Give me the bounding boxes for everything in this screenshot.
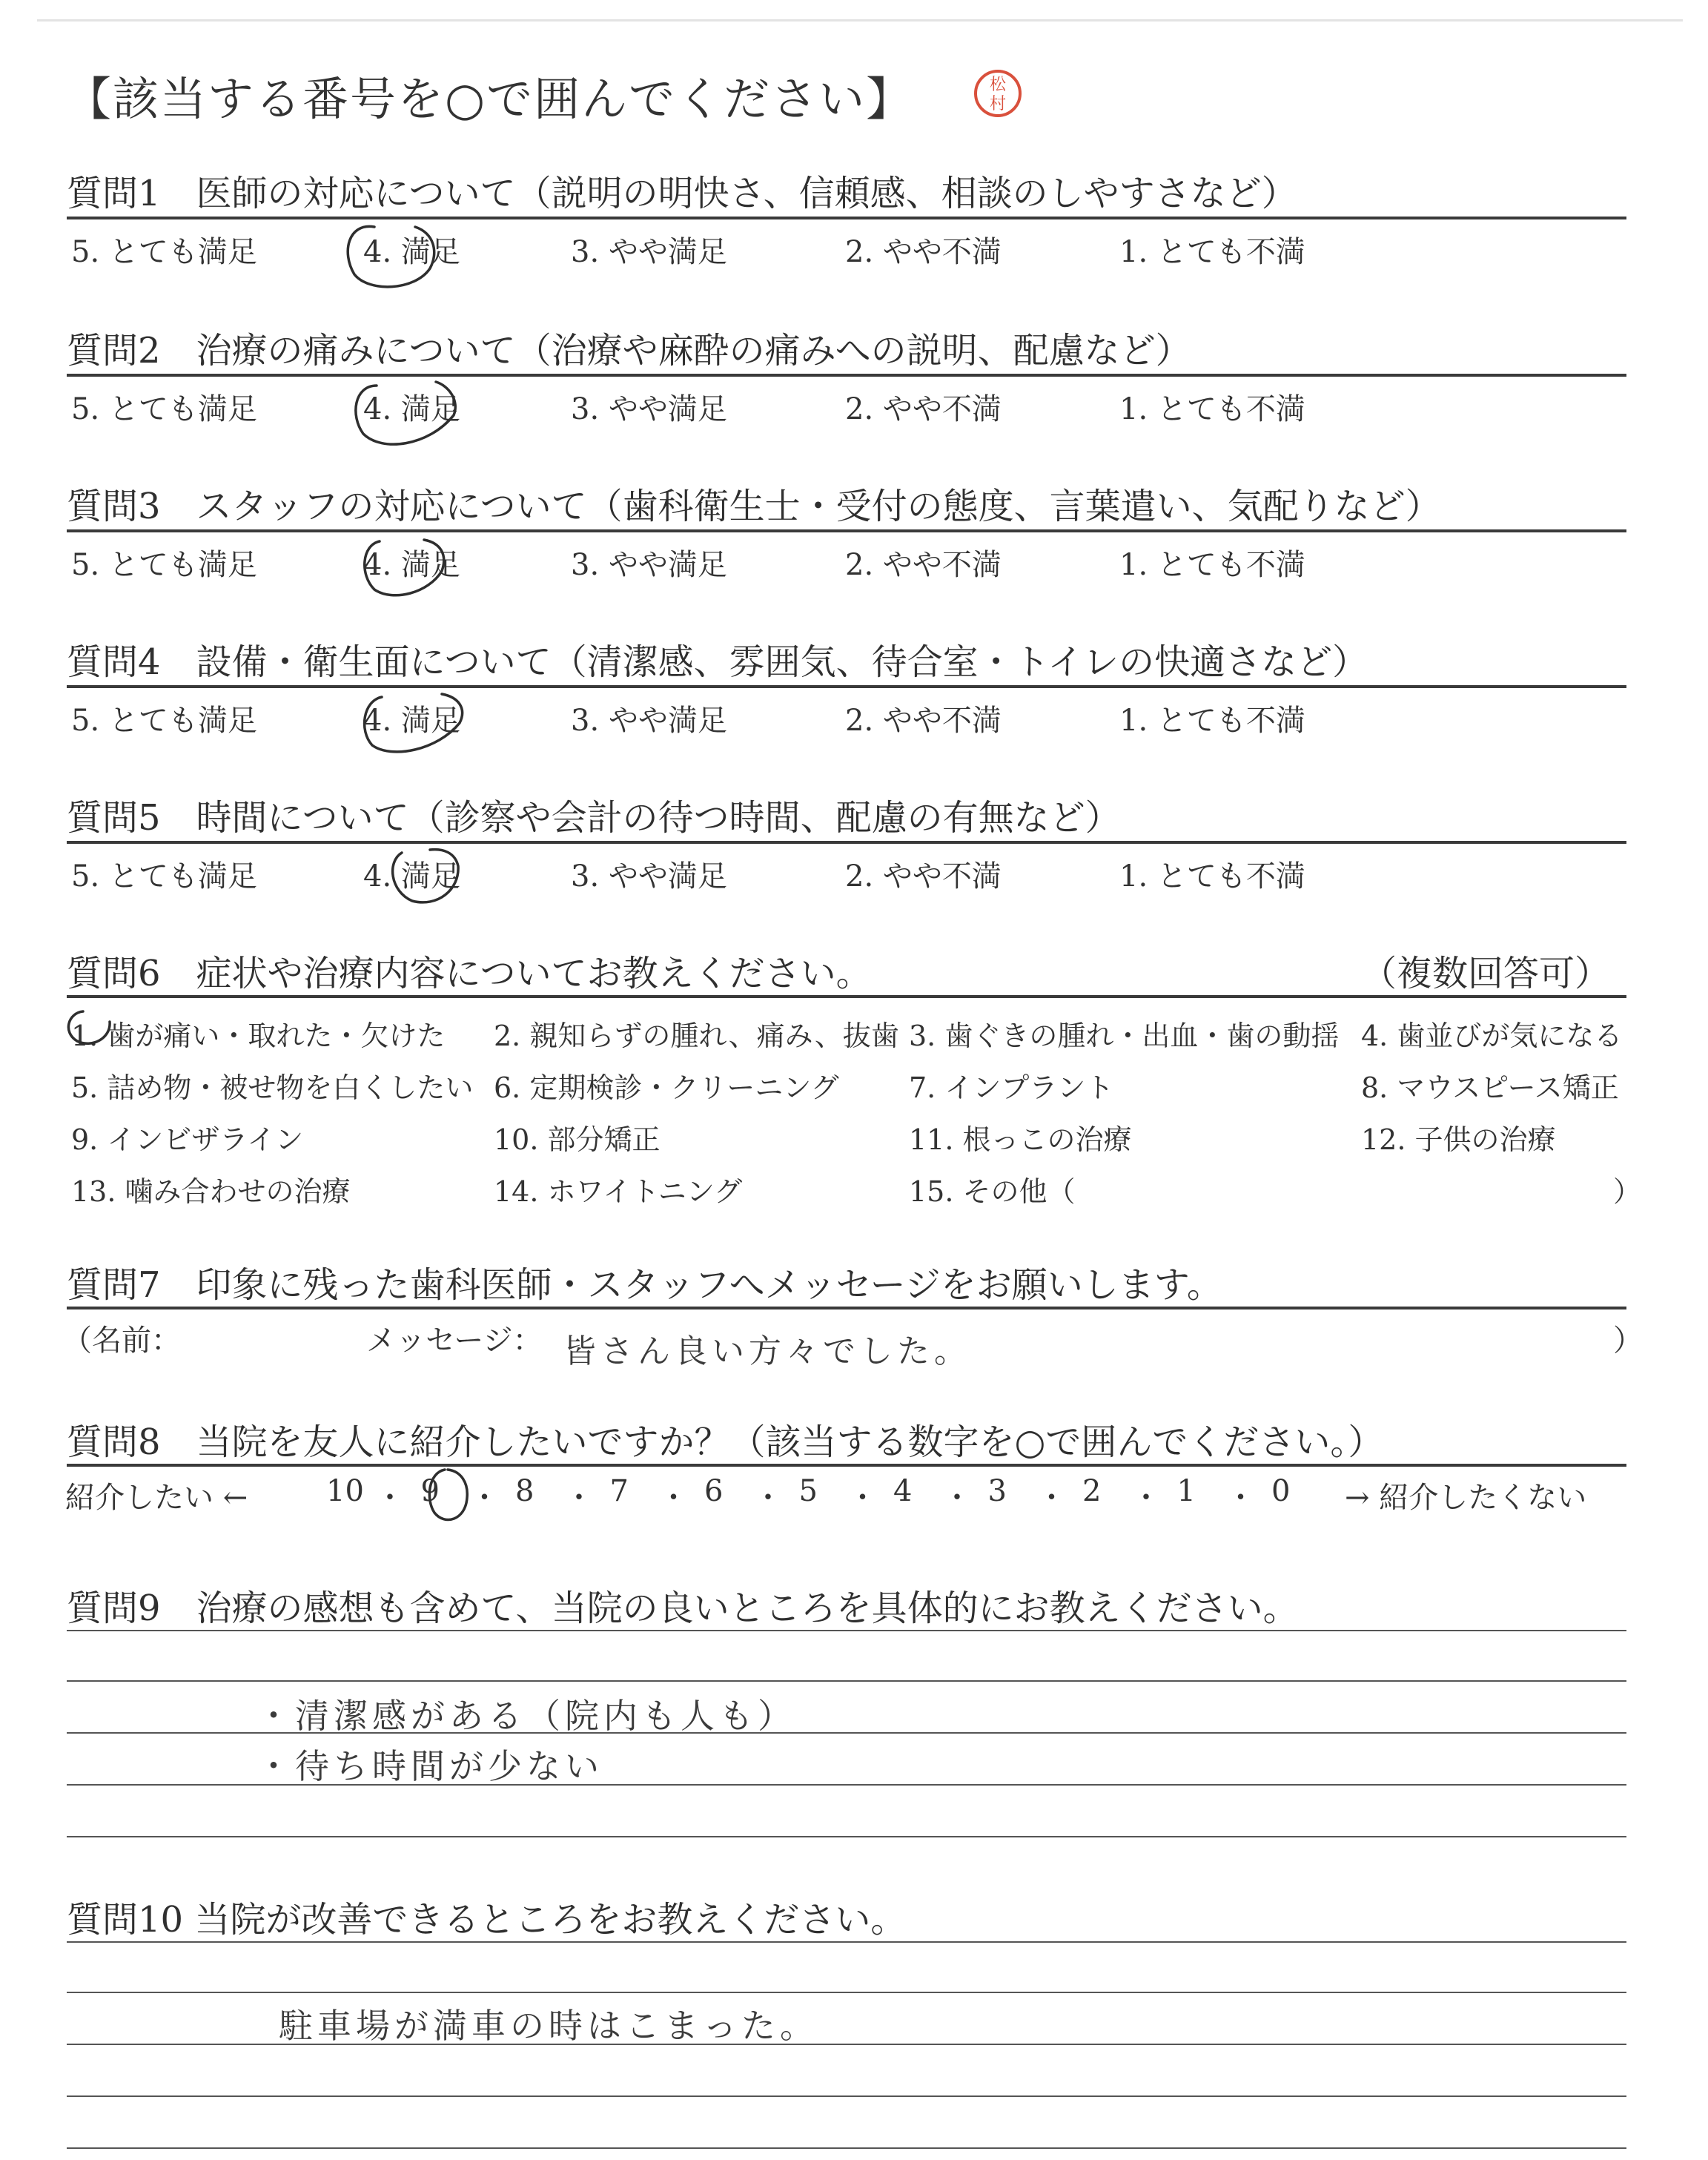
- q2-option-1[interactable]: 1. とても不満: [1119, 392, 1305, 426]
- q8-scale-separator: ・: [847, 1481, 878, 1515]
- q10-answer-1: 駐車場が満車の時はこまった。: [279, 2006, 818, 2046]
- q5-option-2[interactable]: 2. やや不満: [845, 859, 1002, 894]
- q1-option-1[interactable]: 1. とても不満: [1119, 235, 1305, 269]
- q7-close: ）: [1613, 1324, 1643, 1358]
- q9-line-1: [67, 1630, 1626, 1631]
- q6-option-5[interactable]: 5. 詰め物・被せ物を白くしたい: [71, 1071, 474, 1104]
- q8-left-label: 紹介したい ←: [65, 1481, 248, 1515]
- page-title: 【該当する番号を○で囲んでください】: [65, 72, 914, 126]
- q4-option-3[interactable]: 3. やや満足: [571, 704, 727, 738]
- q8-scale-7[interactable]: 7: [609, 1474, 629, 1508]
- q3-option-4[interactable]: 4. 満足: [363, 548, 460, 582]
- q8-scale-separator: ・: [469, 1481, 500, 1515]
- q6-option-4[interactable]: 4. 歯並びが気になる: [1361, 1020, 1623, 1052]
- q10-line-1: [67, 1941, 1626, 1943]
- q8-scale-6[interactable]: 6: [704, 1474, 724, 1508]
- q1-option-2[interactable]: 2. やや不満: [845, 235, 1002, 269]
- question-3-label: 質問3 スタッフの対応について（歯科衛生士・受付の態度、言葉遣い、気配りなど）: [67, 486, 1441, 527]
- q6-other-close: ）: [1613, 1175, 1642, 1208]
- q6-option-12[interactable]: 12. 子供の治療: [1361, 1123, 1556, 1156]
- q6-option-10[interactable]: 10. 部分矯正: [494, 1123, 661, 1156]
- q2-option-2[interactable]: 2. やや不満: [845, 392, 1002, 426]
- q6-option-7[interactable]: 7. インプラント: [909, 1071, 1114, 1104]
- q5-option-4[interactable]: 4. 満足: [363, 859, 460, 894]
- q1-option-4[interactable]: 4. 満足: [363, 235, 460, 269]
- q2-option-5[interactable]: 5. とても満足: [71, 392, 257, 426]
- q8-scale-4[interactable]: 4: [893, 1474, 913, 1508]
- q8-right-label: → 紹介したくない: [1345, 1481, 1587, 1515]
- q9-line-5: [67, 1836, 1626, 1837]
- q8-scale-separator: ・: [658, 1481, 689, 1515]
- question-8-label: 質問8 当院を友人に紹介したいですか？（該当する数字を○で囲んでください。）: [67, 1421, 1384, 1463]
- q7-name-label: （名前：: [62, 1324, 181, 1358]
- q9-line-2: [67, 1680, 1626, 1682]
- q8-scale-separator: ・: [1131, 1481, 1161, 1515]
- q5-option-3[interactable]: 3. やや満足: [571, 859, 727, 894]
- q10-line-4: [67, 2095, 1626, 2097]
- question-5-label: 質問5 時間について（診察や会計の待つ時間、配慮の有無など）: [67, 797, 1121, 839]
- q2-option-3[interactable]: 3. やや満足: [571, 392, 727, 426]
- q6-option-3[interactable]: 3. 歯ぐきの腫れ・出血・歯の動揺: [909, 1020, 1340, 1052]
- q8-scale-9[interactable]: 9: [420, 1474, 440, 1508]
- q8-scale-0[interactable]: 0: [1271, 1474, 1291, 1508]
- q4-option-1[interactable]: 1. とても不満: [1119, 704, 1305, 738]
- q6-option-13[interactable]: 13. 噛み合わせの治療: [71, 1175, 351, 1208]
- q1-option-3[interactable]: 3. やや満足: [571, 235, 727, 269]
- question-8-rule: [67, 1464, 1626, 1467]
- question-4-rule: [67, 685, 1626, 688]
- question-6-label: 質問6 症状や治療内容についてお教えください。: [67, 953, 872, 994]
- question-6-rule: [67, 995, 1626, 998]
- q7-message-label: メッセージ：: [366, 1324, 543, 1358]
- q8-scale-separator: ・: [753, 1481, 783, 1515]
- q5-option-5[interactable]: 5. とても満足: [71, 859, 257, 894]
- q7-message-handwritten: 皆さん良い方々でした。: [563, 1332, 971, 1370]
- q8-scale-separator: ・: [1036, 1481, 1067, 1515]
- q8-scale-3[interactable]: 3: [987, 1474, 1007, 1508]
- q3-option-1[interactable]: 1. とても不満: [1119, 548, 1305, 582]
- q3-option-3[interactable]: 3. やや満足: [571, 548, 727, 582]
- question-10-label: 質問10 当院が改善できるところをお教えください。: [67, 1899, 907, 1941]
- seal-char-2: 村: [989, 95, 1006, 113]
- question-7-rule: [67, 1307, 1626, 1309]
- q9-answer-2: ・待ち時間が少ない: [256, 1746, 603, 1786]
- q6-option-14[interactable]: 14. ホワイトニング: [494, 1175, 743, 1208]
- q6-option-11[interactable]: 11. 根っこの治療: [909, 1123, 1132, 1156]
- q6-option-15[interactable]: 15. その他（: [909, 1175, 1076, 1208]
- q8-scale-10[interactable]: 10: [326, 1474, 364, 1508]
- q10-line-5: [67, 2147, 1626, 2149]
- q9-answer-1: ・清潔感がある（院内も人も）: [256, 1696, 796, 1736]
- q3-option-5[interactable]: 5. とても満足: [71, 548, 257, 582]
- seal-char-1: 松: [989, 76, 1006, 94]
- top-border: [37, 19, 1683, 22]
- q6-option-9[interactable]: 9. インビザライン: [71, 1123, 304, 1156]
- question-1-label: 質問1 医師の対応について（説明の明快さ、信頼感、相談のしやすさなど）: [67, 173, 1297, 214]
- question-9-label: 質問9 治療の感想も含めて、当院の良いところを具体的にお教えください。: [67, 1588, 1299, 1629]
- q4-option-2[interactable]: 2. やや不満: [845, 704, 1002, 738]
- question-2-label: 質問2 治療の痛みについて（治療や麻酔の痛みへの説明、配慮など）: [67, 330, 1191, 371]
- q8-scale-separator: ・: [564, 1481, 594, 1515]
- question-3-rule: [67, 529, 1626, 532]
- question-7-label: 質問7 印象に残った歯科医師・スタッフへメッセージをお願いします。: [67, 1264, 1222, 1306]
- q1-option-5[interactable]: 5. とても満足: [71, 235, 257, 269]
- q4-option-4[interactable]: 4. 満足: [363, 704, 460, 738]
- question-1-rule: [67, 217, 1626, 219]
- q8-scale-1[interactable]: 1: [1176, 1474, 1196, 1508]
- question-5-rule: [67, 841, 1626, 844]
- question-2-rule: [67, 374, 1626, 377]
- q6-option-2[interactable]: 2. 親知らずの腫れ、痛み、抜歯: [494, 1020, 899, 1052]
- q5-option-1[interactable]: 1. とても不満: [1119, 859, 1305, 894]
- q3-option-2[interactable]: 2. やや不満: [845, 548, 1002, 582]
- q2-option-4[interactable]: 4. 満足: [363, 392, 460, 426]
- q8-scale-5[interactable]: 5: [798, 1474, 818, 1508]
- q8-scale-separator: ・: [375, 1481, 405, 1515]
- q6-option-6[interactable]: 6. 定期検診・クリーニング: [494, 1071, 839, 1104]
- q10-line-2: [67, 1992, 1626, 1993]
- question-4-label: 質問4 設備・衛生面について（清潔感、雰囲気、待合室・トイレの快適さなど）: [67, 641, 1368, 683]
- q6-option-1[interactable]: 1. 歯が痛い・取れた・欠けた: [71, 1020, 446, 1052]
- question-6-note: （複数回答可）: [1361, 953, 1611, 994]
- q8-scale-2[interactable]: 2: [1082, 1474, 1102, 1508]
- name-seal-stamp: [974, 70, 1022, 117]
- q6-option-8[interactable]: 8. マウスピース矯正: [1361, 1071, 1619, 1104]
- q4-option-5[interactable]: 5. とても満足: [71, 704, 257, 738]
- q8-scale-separator: ・: [942, 1481, 972, 1515]
- q8-scale-separator: ・: [1225, 1481, 1256, 1515]
- q8-scale-8[interactable]: 8: [515, 1474, 534, 1508]
